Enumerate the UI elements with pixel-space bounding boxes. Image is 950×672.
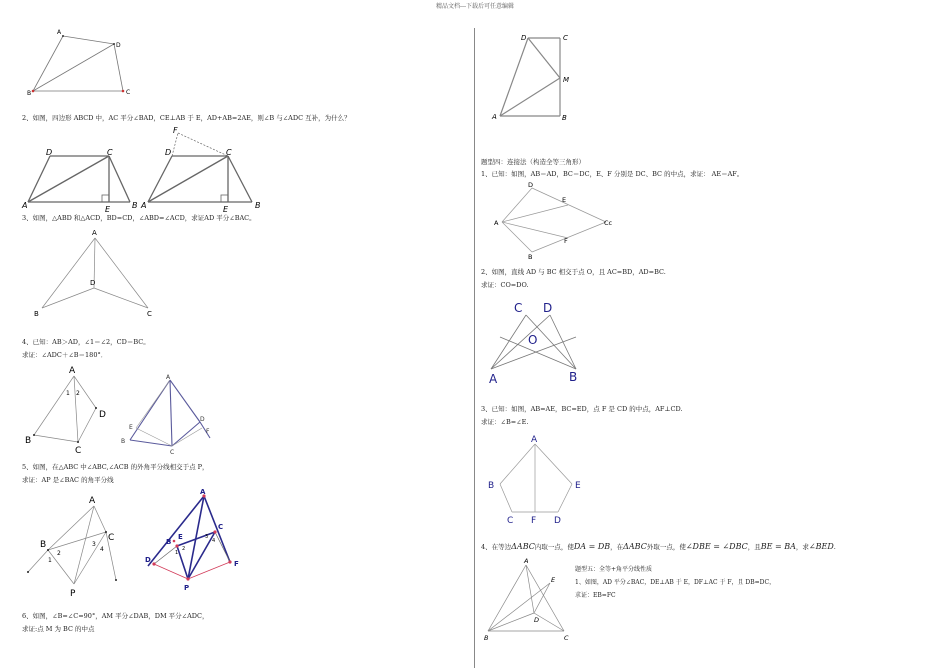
label-c: C (147, 310, 152, 318)
q4-part-1: 4、在等边 (481, 543, 512, 551)
label-c: Cc (604, 219, 613, 227)
label-b: B (27, 90, 32, 97)
label-a: A (492, 113, 497, 121)
label-f: F (206, 428, 210, 435)
figure-crossing-lines (486, 297, 586, 387)
problem-4-prove: 求证：∠ADC＋∠B＝180°． (22, 351, 108, 359)
label-b: B (132, 201, 138, 210)
label-p: P (184, 584, 190, 592)
label-a: A (89, 496, 96, 506)
label-1: 1 (48, 557, 52, 564)
label-b: B (484, 634, 489, 642)
section-4-q3-prove: 求证：∠B=∠E. (481, 418, 529, 426)
label-c2: C (226, 148, 232, 157)
q4-math-2: DA = DB (573, 542, 611, 551)
label-d: D (528, 181, 534, 189)
q4-math-5: BE = BA (760, 542, 796, 551)
figure-problem-4 (22, 362, 122, 457)
label-c: C (514, 301, 523, 315)
label-e: E (562, 196, 567, 204)
label-m: M (563, 76, 570, 84)
label-c: C (563, 34, 568, 42)
label-2: 2 (76, 390, 80, 397)
label-d: D (99, 410, 106, 420)
figure-problem-6 (488, 30, 578, 125)
label-a2: A (141, 201, 147, 210)
section-4-q1: 1、已知：如图，AB＝AD，BC＝DC，E、F 分别是 DC、BC 的中点，求证： AE＝AF。 (481, 170, 744, 178)
problem-4-text: 4、已知：AB＞AD，∠1＝∠2，CD＝BC。 (22, 338, 150, 346)
page-header: 精品文档---下载后可任意编辑 (435, 3, 515, 10)
section-5-title: 题型五：全等+角平分线性质 (575, 566, 653, 573)
section-5-q1-prove: 求证：EB=FC (575, 592, 616, 599)
label-d: D (521, 34, 527, 42)
label-a: A (531, 435, 538, 445)
q4-part-2: 内取一点，使 (534, 543, 574, 551)
label-d: D (116, 42, 121, 49)
label-a: A (489, 372, 498, 386)
label-2: 2 (182, 546, 186, 552)
problem-5-prove: 求证：AP 是∠BAC 的角平分线 (22, 476, 114, 484)
label-e: E (551, 576, 556, 584)
label-f: F (564, 237, 568, 245)
figure-quadrilateral-abcd (26, 28, 146, 98)
label-f: F (173, 126, 178, 135)
q4-part-6: ，求 (795, 543, 809, 551)
label-d: D (554, 516, 561, 526)
label-3: 3 (205, 534, 209, 540)
label-b: B (25, 436, 32, 446)
label-4: 4 (212, 538, 216, 544)
label-a: A (166, 374, 171, 381)
figure-equilateral (482, 555, 574, 645)
label-d: D (90, 279, 96, 287)
label-b: B (40, 540, 47, 550)
q4-math-4: ∠DBE = ∠DBC (685, 542, 748, 551)
label-c: C (126, 89, 131, 96)
label-e: E (575, 481, 581, 491)
label-p: P (70, 589, 76, 599)
problem-6-text: 6、如图，∠B=∠C=90°，AM 平分∠DAB，DM 平分∠ADC， (22, 612, 209, 620)
figure-problem-4-aux (118, 370, 218, 458)
label-b2: B (255, 201, 261, 210)
label-d2: D (165, 148, 172, 157)
label-f: F (531, 516, 537, 526)
label-a: A (494, 219, 499, 227)
label-a: A (69, 366, 76, 376)
section-4-q2: 2、如图，直线 AD 与 BC 相交于点 O，且 AC=BD，AD=BC. (481, 268, 666, 276)
label-d: D (200, 416, 205, 423)
label-e2: E (223, 205, 229, 214)
section-4-q4 (481, 543, 836, 551)
label-d: D (534, 616, 540, 624)
label-d: D (543, 301, 553, 315)
section-4-q2-prove: 求证：CO=DO. (481, 281, 529, 289)
figure-problem-5-aux (142, 484, 252, 596)
q4-math-1: ΔABC (511, 542, 535, 551)
label-b: B (488, 481, 495, 491)
q4-part-4: 外取一点，使 (646, 543, 686, 551)
label-b: B (569, 370, 578, 384)
label-e: E (178, 533, 183, 541)
column-divider (474, 28, 475, 668)
label-a: A (57, 29, 62, 36)
label-b: B (121, 438, 126, 445)
label-b: B (166, 538, 172, 546)
section-4-q3: 3、已知：如图，AB=AE，BC=ED，点 F 是 CD 的中点，AF⊥CD. (481, 405, 683, 413)
section-4-title: 题型四：连接法（构造全等三角形） (481, 158, 585, 166)
problem-6-prove: 求证:点 M 为 BC 的中点 (22, 625, 95, 633)
figure-kite (488, 180, 623, 262)
label-f: F (234, 560, 239, 568)
label-2: 2 (57, 550, 61, 557)
label-c: C (75, 446, 82, 456)
label-c: C (507, 516, 514, 526)
label-b: B (562, 114, 567, 122)
label-a: A (22, 201, 28, 210)
label-a: A (92, 229, 97, 237)
label-e: E (105, 205, 111, 214)
q4-math-6: ∠BED (808, 542, 834, 551)
label-o: O (528, 333, 538, 347)
label-1: 1 (66, 390, 70, 397)
label-3: 3 (92, 541, 96, 548)
label-a: A (524, 557, 529, 565)
label-b: B (528, 253, 533, 261)
label-c: C (218, 523, 224, 531)
q4-part-5: ，且 (747, 543, 761, 551)
label-a: A (200, 488, 206, 496)
q4-math-3: ΔABC (623, 542, 647, 551)
label-e: E (129, 424, 133, 431)
problem-2-text: 2、如图，四边形 ABCD 中，AC 平分∠BAD，CE⊥AB 于 E，AD+AB=2AE，则∠B 与∠ADC 互补，为什么？ (22, 114, 351, 122)
q4-part-7: . (833, 543, 836, 551)
label-b: B (34, 310, 39, 318)
label-4: 4 (100, 546, 104, 553)
figure-pentagon (484, 430, 594, 528)
problem-3-text: 3、如图，△ABD 和△ACD，BD=CD，∠ABD=∠ACD，求证AD 平分∠BAC。 (22, 214, 256, 222)
label-d: D (145, 556, 151, 564)
figure-problem-5 (22, 490, 127, 600)
label-c: C (108, 533, 115, 543)
section-5-q1: 1、如图，AD 平分∠BAC，DE⊥AB 于 E，DF⊥AC 于 F，且 DB=DC， (575, 579, 776, 586)
label-c: C (564, 634, 569, 642)
figure-trapezoids-abcd (22, 125, 267, 215)
label-c: C (107, 148, 113, 157)
label-d: D (46, 148, 53, 157)
label-1: 1 (175, 550, 179, 556)
label-c: C (170, 449, 175, 456)
figure-abd-acd (30, 226, 160, 321)
q4-part-3: ，在 (610, 543, 624, 551)
problem-5-text: 5、如图，在△ABC 中∠ABC,∠ACB 的外角平分线相交于点 P， (22, 463, 209, 471)
